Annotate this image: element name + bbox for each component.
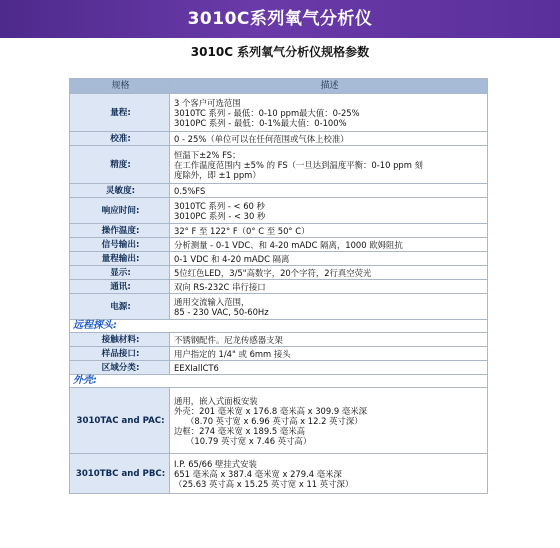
value-line: 651 毫米高 x 387.4 毫米宽 x 279.4 毫米深 (174, 468, 342, 479)
row-value (170, 94, 488, 132)
banner-title: 3010C系列氧气分析仪 (0, 0, 560, 38)
table-row (70, 198, 488, 224)
column-header-description: 描述 (170, 79, 488, 94)
table-row (70, 266, 488, 280)
table-row (70, 361, 488, 375)
value-line: 不锈钢配件。尼龙传感器支架 (174, 334, 283, 345)
value-line: 3010TC 系列 - 最低：0-10 ppm最大值：0-25% (174, 107, 360, 118)
value-line: （25.63 英寸高 x 15.25 英寸宽 x 11 英寸深） (174, 478, 354, 489)
value-line: 3 个客户可选范围 (174, 97, 241, 108)
row-value (170, 198, 488, 224)
row-value (170, 252, 488, 266)
value-line: 0.5%FS (174, 185, 206, 196)
value-line: I.P. 65/66 壁挂式安装 (174, 458, 257, 469)
row-label: 量程: (70, 94, 170, 132)
row-value (170, 132, 488, 146)
table-row (70, 454, 488, 494)
row-label: 量程输出: (70, 252, 170, 266)
value-line: 度除外，即 ±1 ppm） (174, 169, 261, 180)
row-label: 3010TBC and PBC: (70, 454, 170, 494)
table-row (70, 294, 488, 320)
value-line: 双向 RS-232C 串行接口 (174, 281, 266, 292)
value-line: 32° F 至 122° F（0° C 至 50° C） (174, 225, 310, 236)
table-row (70, 333, 488, 347)
value-line: 通用交流输入范围， (174, 296, 250, 307)
row-value (170, 333, 488, 347)
column-header-spec: 规格 (70, 79, 170, 94)
row-label: 接触材料: (70, 333, 170, 347)
row-value (170, 266, 488, 280)
table-row (70, 146, 488, 184)
section-heading-enclosure: 外壳: (70, 375, 488, 388)
table-header-row (70, 79, 488, 94)
value-line: （8.70 英寸宽 x 6.96 英寸高 x 12.2 英寸深） (186, 415, 363, 426)
row-label: 显示: (70, 266, 170, 280)
value-line: 3010TC 系列 - < 60 秒 (174, 200, 265, 211)
value-line: 85 - 230 VAC, 50-60Hz (174, 306, 269, 317)
value-line: 分析测量 - 0-1 VDC、和 4-20 mADC 隔离，1000 欧姆阻抗 (174, 239, 403, 250)
row-value (170, 184, 488, 198)
value-line: 恒温下±2% FS； (174, 149, 241, 160)
table-row (70, 280, 488, 294)
table-row (70, 388, 488, 454)
section-row (70, 320, 488, 333)
value-line: 0 - 25%（单位可以在任何范围或气体上校准） (174, 133, 349, 144)
row-label: 灵敏度: (70, 184, 170, 198)
value-line: 0-1 VDC 和 4-20 mADC 隔离 (174, 253, 290, 264)
value-line: 通用，嵌入式面板安装 (174, 395, 258, 406)
table-row (70, 224, 488, 238)
row-label: 校准: (70, 132, 170, 146)
row-value (170, 238, 488, 252)
row-value (170, 388, 488, 454)
value-line: 3010PC 系列 - < 30 秒 (174, 210, 266, 221)
row-value (170, 146, 488, 184)
row-value (170, 361, 488, 375)
row-label: 响应时间: (70, 198, 170, 224)
value-line: 5位红色LED，3/5"高数字，20个字符，2行真空荧光 (174, 267, 372, 278)
table-row (70, 238, 488, 252)
row-label: 区域分类: (70, 361, 170, 375)
value-line: （10.79 英寸宽 x 7.46 英寸高） (186, 435, 312, 446)
row-label: 样品接口: (70, 347, 170, 361)
row-label: 3010TAC and PAC: (70, 388, 170, 454)
value-line: 用户指定的 1/4" 或 6mm 接头 (174, 348, 291, 359)
value-line: EEXIallCT6 (174, 362, 219, 373)
row-label: 信号输出: (70, 238, 170, 252)
row-label: 通讯: (70, 280, 170, 294)
table-row (70, 94, 488, 132)
value-line: 3010PC 系列 - 最低：0-1%最大值：0-100% (174, 117, 347, 128)
section-row (70, 375, 488, 388)
value-line: 在工作温度范围内 ±5% 的 FS（一旦达到温度平衡：0-10 ppm 刻 (174, 159, 423, 170)
section-heading-remote-probe: 远程探头: (70, 320, 488, 333)
value-line: 外壳：201 毫米宽 x 176.8 毫米高 x 309.9 毫米深 (174, 405, 367, 416)
table-row (70, 252, 488, 266)
row-value (170, 224, 488, 238)
page-subtitle: 3010C 系列氧气分析仪规格参数 (190, 45, 370, 59)
row-value (170, 454, 488, 494)
row-label: 精度: (70, 146, 170, 184)
spec-table (69, 78, 488, 494)
row-value (170, 280, 488, 294)
table-row (70, 132, 488, 146)
row-label: 操作温度: (70, 224, 170, 238)
table-row (70, 347, 488, 361)
value-line: 边框：274 毫米宽 x 189.5 毫米高 (174, 425, 305, 436)
row-value (170, 347, 488, 361)
row-label: 电源: (70, 294, 170, 320)
table-row (70, 184, 488, 198)
row-value (170, 294, 488, 320)
